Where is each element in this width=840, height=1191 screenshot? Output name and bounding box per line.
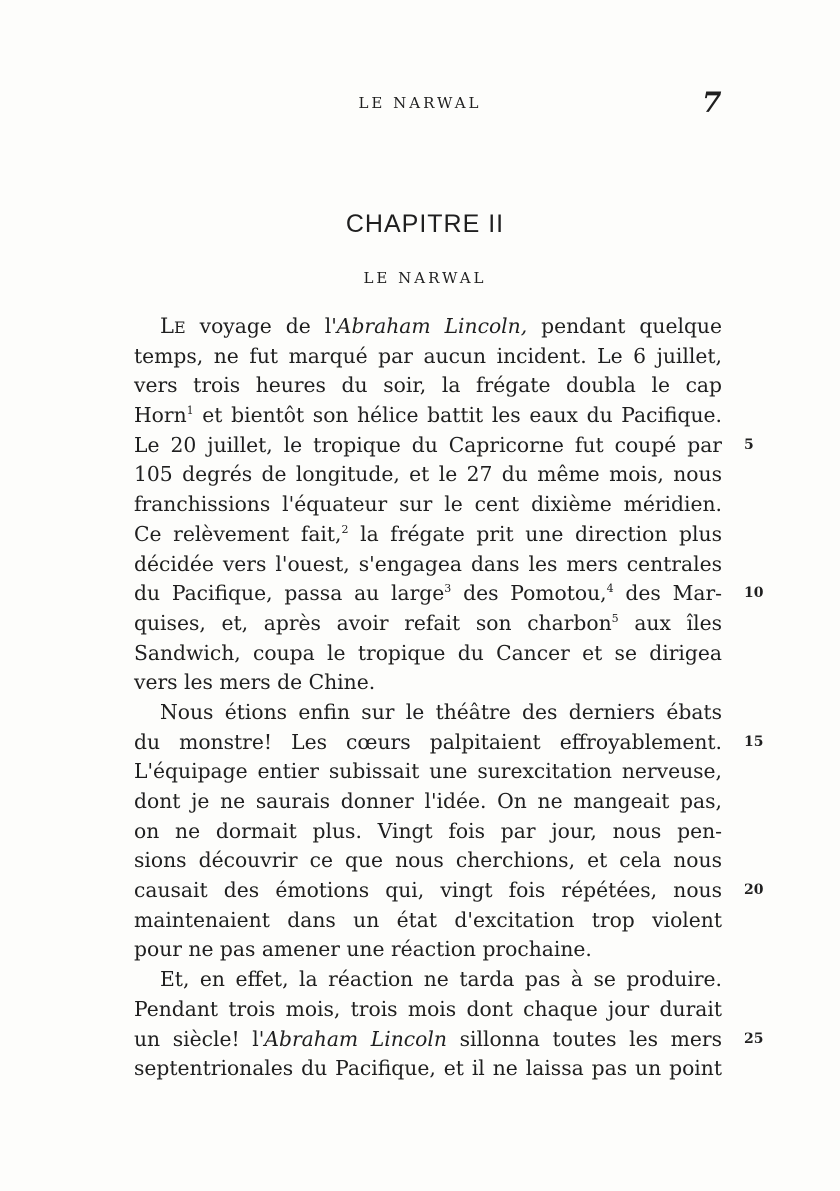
text-line: Et, en effet, la réaction ne tarda pas à se produire.	[160, 967, 722, 992]
text-line: vers trois heures du soir, la frégate doubla le cap	[134, 373, 722, 398]
line-number: 15	[744, 733, 764, 750]
line-number: 10	[744, 585, 764, 602]
text-line: on ne dormait plus. Vingt fois par jour, nous pen-	[134, 818, 722, 843]
footnote-ref: 3	[444, 582, 452, 596]
text-line: LE voyage de l'Abraham Lincoln, pendant quelque	[160, 314, 723, 338]
text-line: dont je ne saurais donner l'idée. On ne mangeait pas,	[134, 789, 722, 813]
text-line: franchissions l'équateur sur le cent dixième méridien.	[134, 492, 722, 517]
text-line: 105 degrés de longitude, et le 27 du même mois, nous	[134, 462, 722, 487]
page-number: 7	[702, 86, 722, 119]
text-line: maintenaient dans un état d'excitation trop violent	[134, 907, 722, 932]
text-line: temps, ne fut marqué par aucun incident. Le 6 juillet,	[134, 343, 722, 368]
line-number: 25	[744, 1030, 764, 1047]
text-line: Le 20 juillet, le tropique du Capricorne fut coupé par 5	[134, 431, 722, 461]
line-number: 5	[744, 436, 754, 453]
footnote-ref: 1	[186, 404, 194, 418]
footnote-ref: 2	[341, 523, 349, 537]
text-line: septentrionales du Pacifique, et il ne laissa pas un point	[134, 1056, 722, 1081]
text-line: causait des émotions qui, vingt fois répétées, nous 20	[134, 876, 722, 906]
chapter-title: CHAPITRE II	[345, 210, 505, 238]
footnote-ref: 4	[606, 582, 614, 596]
text-line: quises, et, après avoir refait son charbon$^5$ aux îles	[134, 610, 722, 635]
chapter-subtitle: LE NARWAL	[363, 269, 487, 287]
text-line: Nous étions enfin sur le théâtre des derniers ébats	[160, 699, 722, 724]
text-line: sions découvrir ce que nous cherchions, et cela nous	[134, 848, 722, 873]
running-head: LE NARWAL	[358, 94, 482, 112]
line-number: 20	[744, 882, 764, 899]
text-line: du Pacifique, passa au large$^3$ des Pomotou,$^4$ des Mar- 10	[134, 579, 722, 609]
body-text	[134, 312, 764, 1084]
text-line: Ce relèvement fait,$^2$ la frégate prit une direction plus	[134, 521, 722, 546]
text-line: Pendant trois mois, trois mois dont chaque jour durait	[134, 996, 722, 1021]
footnote-ref: 5	[611, 612, 619, 626]
text-line: Sandwich, coupa le tropique du Cancer et se dirigea	[134, 640, 722, 665]
text-line: L'équipage entier subissait une surexcitation nerveuse,	[134, 759, 722, 784]
text-line: vers les mers de Chine.	[134, 670, 376, 695]
text-line: décidée vers l'ouest, s'engagea dans les mers centrales	[134, 551, 722, 576]
text-line: pour ne pas amener une réaction prochaine.	[134, 937, 592, 962]
text-line: un siècle! l'Abraham Lincoln sillonna toutes les mers 25	[134, 1025, 722, 1055]
text-line: du monstre! Les cœurs palpitaient effroyablement. 15	[134, 728, 722, 758]
text-line: Horn$^1$ et bientôt son hélice battit les eaux du Pacifique.	[134, 403, 722, 428]
